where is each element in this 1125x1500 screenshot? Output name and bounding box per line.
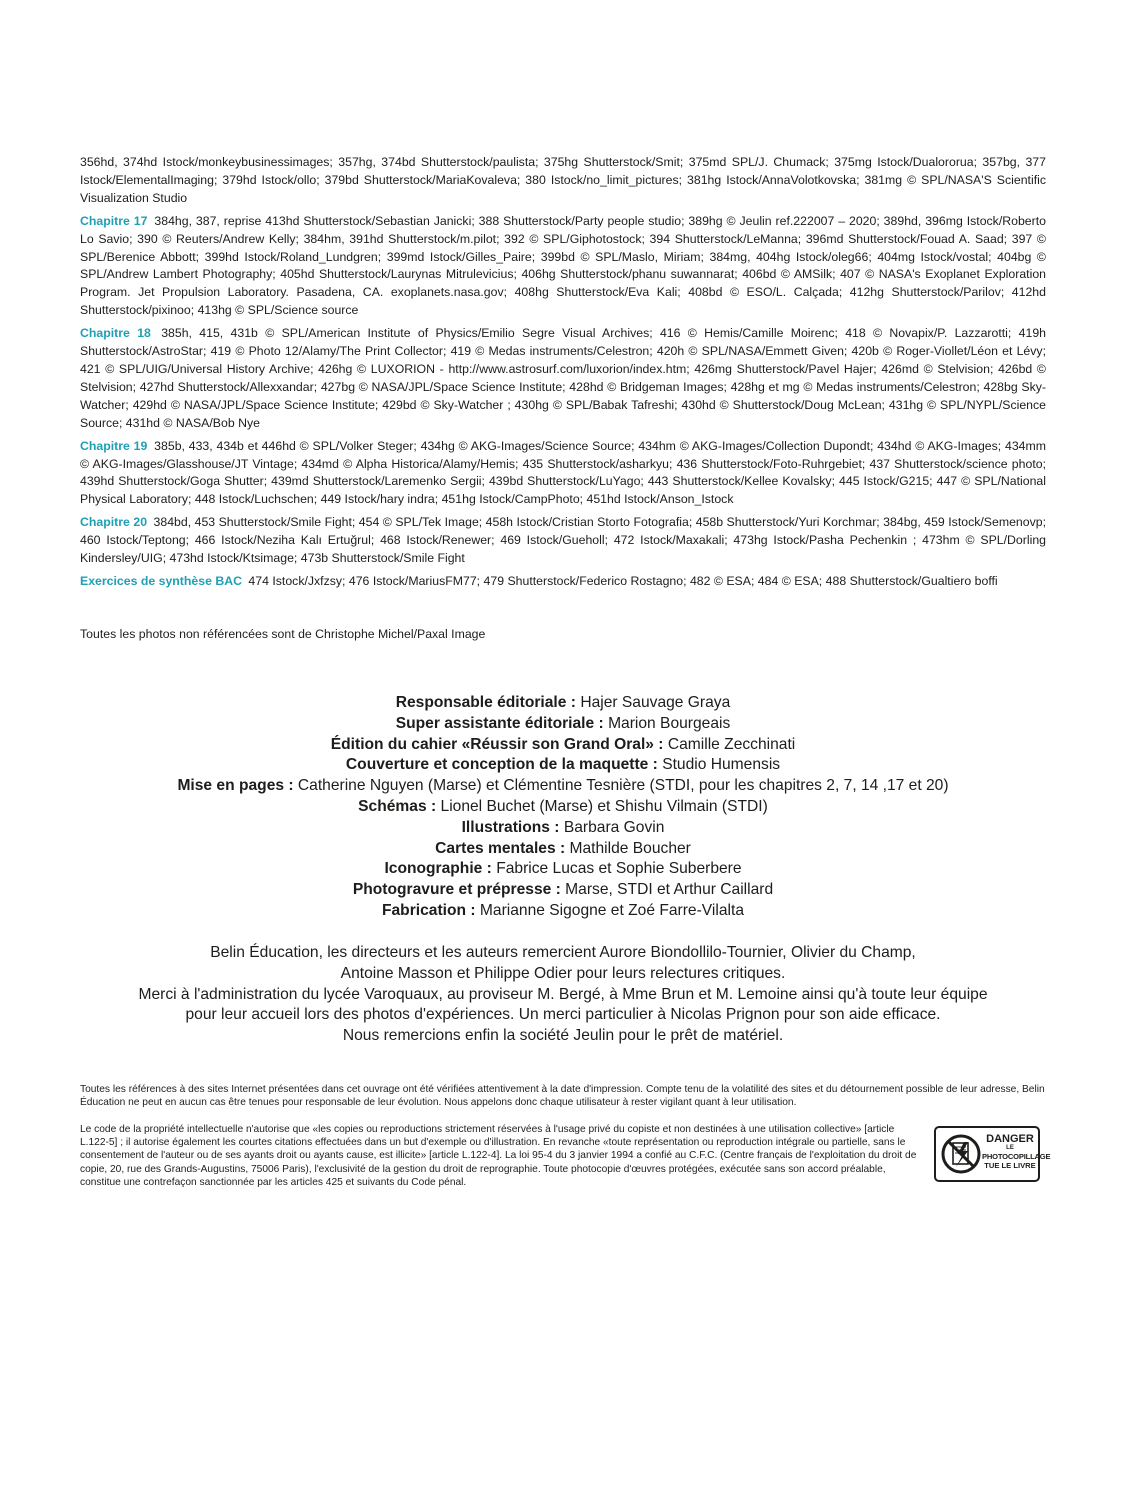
team-row xyxy=(80,901,1046,922)
team-names: Marion Bourgeais xyxy=(608,714,731,732)
team-role: Édition du cahier «Réussir son Grand Oral» : xyxy=(330,735,664,753)
chapter-credits-text: 384hg, 387, reprise 413hd Shutterstock/Sebastian Janicki; 388 Shutterstock/Party people studio; 389hg © Jeulin ref.222007 – 2020; 389hd, 396mg Istock/Roberto Lo Savio; 390 © Reuters/Andrew Kelly; 384hm, 391hd Shutterstock/m.pilot; 392 © SPL/Giphotostock; 394 Shutterstock/LeManna; 396md Shutterstock/Fouad A. Saad; 397 © SPL/Berenice Abbott; 399hd Istock/Roland_Lundgren; 399md Istock/Gilles_Paire; 399bd © SPL/Maslo, Miriam; 384mg, 404hg Istock/oleg66; 404mg Istock/vostal; 404bg © SPL/Andrew Lambert Photography; 405hd Shutterstock/Laurynas Mitrulevicius; 406hg Shutterstock/phanu suwannarat; 406bd © AMSilk; 407 © NASA's Exoplanet Exploration Program. Jet Propulsion Laboratory. Pasadena, CA. exoplanets.nasa.gov; 408hg Shutterstock/Eva Kali; 408bd © ESO/L. Calçada; 412hg Shutterstock/Parilov; 412hd Shutterstock/pixinoo; 413hg © SPL/Science source xyxy=(80,213,1046,318)
team-names: Marianne Sigogne et Zoé Farre-Vilalta xyxy=(479,901,744,919)
photocopillage-logo xyxy=(934,1126,1051,1182)
team-row xyxy=(80,818,1046,839)
chapter-label: Exercices de synthèse BAC xyxy=(80,573,242,588)
team-role: Couverture et conception de la maquette : xyxy=(345,756,658,774)
team-role: Photogravure et prépresse : xyxy=(352,881,561,899)
photos-note: Toutes les photos non référencées sont de Christophe Michel/Paxal Image xyxy=(80,627,486,641)
team-row xyxy=(80,693,1046,714)
team-row xyxy=(80,797,1046,818)
team-row xyxy=(80,839,1046,860)
team-names: Marse, STDI et Arthur Caillard xyxy=(565,881,774,899)
chapter-credits-text: 384bd, 453 Shutterstock/Smile Fight; 454 © SPL/Tek Image; 458h Istock/Cristian Storto Fotografia; 458b Shutterstock/Yuri Korchmar; 384bg, 459 Istock/Semenovp; 460 Istock/Teptong; 466 Istock/Neziha Kalı Ertuğrul; 468 Istock/Renewer; 469 Istock/Gueholl; 472 Istock/Maxakali; 473hg Istock/Pasha Pechenkin ; 473hm © SPL/Dorling Kindersley/UIG; 473hd Istock/Ktsimage; 473b Shutterstock/Smile Fight xyxy=(80,515,1046,566)
team-names: Barbara Govin xyxy=(563,818,665,836)
team-names: Hajer Sauvage Graya xyxy=(580,694,731,711)
team-role: Illustrations : xyxy=(461,818,560,836)
team-role: Mise en pages : xyxy=(177,777,294,795)
chapter-credits-text: 385h, 415, 431b © SPL/American Institute of Physics/Emilio Segre Visual Archives; 416 © Hemis/Camille Moirenc; 418 © Novapix/P. Lazzarotti; 419h Shutterstock/AstroStar; 419 © Photo 12/Alamy/The Print Collector; 419 © Medas instruments/Celestron; 420h © SPL/NASA/Emmett Given; 420b © Roger-Viollet/Léon et Lévy; 421 © SPL/UIG/Universal History Archive; 426hg © LUXORION - http://www.astrosurf.com/luxorion/index.htm; 426mg Shutterstock/Pavel Hajer; 426md © Stelvision; 426bd © Stelvision; 427hd Shutterstock/Allexxandar; 427bg © NASA/JPL/Space Science Institute; 428hd © Bridgeman Images; 428hg et mg © Medas instruments/Celestron; 428bg Sky-Watcher; 429hd © NASA/JPL/Space Science Institute; 429bd © Sky-Watcher ; 430hg © SPL/Babak Tafreshi; 430hd © Shutterstock/Doug McLean; 431hg © SPL/NYPL/Science Source; 431hd © NASA/Bob Nye xyxy=(80,326,1046,430)
team-names: Mathilde Boucher xyxy=(569,839,691,857)
photo-credits xyxy=(80,154,1046,596)
logo-line: PHOTOCOPILLAGE xyxy=(982,1152,1051,1161)
editorial-team xyxy=(80,693,1046,922)
team-names: Studio Humensis xyxy=(662,756,781,774)
credits-exercices-bac xyxy=(80,573,1046,591)
credits-chapitre-19 xyxy=(80,438,1046,510)
chapter-label: Chapitre 19 xyxy=(80,438,148,453)
team-names: Camille Zecchinati xyxy=(667,735,796,753)
photocopillage-icon xyxy=(941,1133,981,1175)
team-row xyxy=(80,859,1046,880)
credits-intro-text: 356hd, 374hd Istock/monkeybusinessimages; 357hg, 374bd Shutterstock/paulista; 375hg Shutterstock/Smit; 375md SPL/J. Chumack; 375mg Istock/Dualororua; 357bg, 377 Istock/ElementalImaging; 379hd Istock/ollo; 379bd Shutterstock/MariaKovaleva; 380 Istock/no_limit_pictures; 381hg Istock/AnnaVolotkovska; 381mg © SPL/NASA'S Scientific Visualization Studio xyxy=(80,155,1046,205)
thanks-line: pour leur accueil lors des photos d'expériences. Un merci particulier à Nicolas Prignon pour son aide efficace. xyxy=(185,1006,941,1024)
team-row xyxy=(80,755,1046,776)
thanks-line: Merci à l'administration du lycée Varoquaux, au proviseur M. Bergé, à Mme Brun et M. Lemoine ainsi qu'à toute leur équipe xyxy=(138,985,988,1003)
chapter-label: Chapitre 17 xyxy=(80,213,148,228)
credits-chapitre-18 xyxy=(80,325,1046,432)
team-role: Iconographie : xyxy=(384,860,492,878)
chapter-label: Chapitre 18 xyxy=(80,326,151,341)
credits-chapitre-17 xyxy=(80,213,1046,320)
team-names: Catherine Nguyen (Marse) et Clémentine Tesnière (STDI, pour les chapitres 2, 7, 14 ,17 et 20) xyxy=(297,777,949,795)
team-row xyxy=(80,776,1046,797)
logo-line: DANGER xyxy=(986,1133,1034,1145)
logo-line: TUE LE LIVRE xyxy=(984,1161,1036,1170)
thanks-line: Antoine Masson et Philippe Odier pour leurs relectures critiques. xyxy=(340,964,786,982)
team-row xyxy=(80,735,1046,756)
team-role: Cartes mentales : xyxy=(435,839,566,857)
team-names: Lionel Buchet (Marse) et Shishu Vilmain (STDI) xyxy=(440,797,768,815)
team-role: Fabrication : xyxy=(381,901,476,919)
thanks-line: Nous remercions enfin la société Jeulin pour le prêt de matériel. xyxy=(342,1027,784,1045)
logo-line: LE xyxy=(1006,1145,1014,1151)
logo-text xyxy=(982,1133,1051,1170)
internet-notice: Toutes les références à des sites Internet présentées dans cet ouvrage ont été vérifiées attentivement à la date d'impression. Compte tenu de la volatilité des sites et du détournement possible de leur adresse, Belin Éducation ne peut en aucun cas être tenues pour responsable de leur évolution. Nous appelons donc chaque utilisateur à rester vigilant quant à leur utilisation. xyxy=(80,1084,1045,1109)
team-row xyxy=(80,714,1046,735)
credits-chapitre-20 xyxy=(80,514,1046,568)
thanks-line: Belin Éducation, les directeurs et les auteurs remercient Aurore Biondollilo-Tournier, Olivier du Champ, xyxy=(210,944,916,961)
chapter-credits-text: 474 Istock/Jxfzsy; 476 Istock/MariusFM77; 479 Shutterstock/Federico Rostagno; 482 © ESA; 484 © ESA; 488 Shutterstock/Gualtiero boffi xyxy=(248,573,998,588)
team-role: Schémas : xyxy=(358,797,437,815)
chapter-label: Chapitre 20 xyxy=(80,515,148,530)
chapter-credits-text: 385b, 433, 434b et 446hd © SPL/Volker Steger; 434hg © AKG-Images/Science Source; 434hm © AKG-Images/Collection Dupondt; 434hd © AKG-Images; 434mm © AKG-Images/Glasshouse/JT Vintage; 434md © Alpha Historica/Alamy/Hemis; 435 Shutterstock/asharkyu; 436 Shutterstock/Foto-Ruhrgebiet; 437 Shutterstock/science photo; 439hd Shutterstock/Goga Shutter; 439md Shutterstock/Laremenko Sergii; 439bd Shutterstock/LuYago; 443 Shutterstock/Kellee Kovalsky; 445 Istock/G215; 447 © SPL/National Physical Laboratory; 448 Istock/Luchschen; 449 Istock/hary indra; 451hg Istock/CampPhoto; 451hd Istock/Anson_Istock xyxy=(80,438,1046,507)
acknowledgements xyxy=(80,943,1046,1047)
team-names: Fabrice Lucas et Sophie Suberbere xyxy=(496,860,742,878)
credits-intro xyxy=(80,154,1046,208)
team-row xyxy=(80,880,1046,901)
copyright-notice: Le code de la propriété intellectuelle n'autorise que «les copies ou reproductions strictement réservées à l'usage privé du copiste et non destinées à une utilisation collective» [article L.122-5] ; il autorise également les courtes citations effectuées dans un but d'exemple ou d'illustration. En revanche «toute représentation ou reproduction intégrale ou partielle, sans le consentement de l'auteur ou de ses ayants droit ou ayants cause, est illicite» [article L.122-4]. La loi 95-4 du 3 janvier 1994 a confié au C.F.C. (Centre français de l'exploitation du droit de copie, 20, rue des Grands-Augustins, 75006 Paris), l'exclusivité de la gestion du droit de reprographie. Toute photocopie d'œuvres protégées, exécutée sans son accord préalable, constitue une contrefaçon sanctionnée par les articles 425 et suivants du Code pénal. xyxy=(80,1124,917,1188)
team-role: Super assistante éditoriale : xyxy=(395,714,604,732)
team-role: Responsable éditoriale : xyxy=(395,694,576,711)
